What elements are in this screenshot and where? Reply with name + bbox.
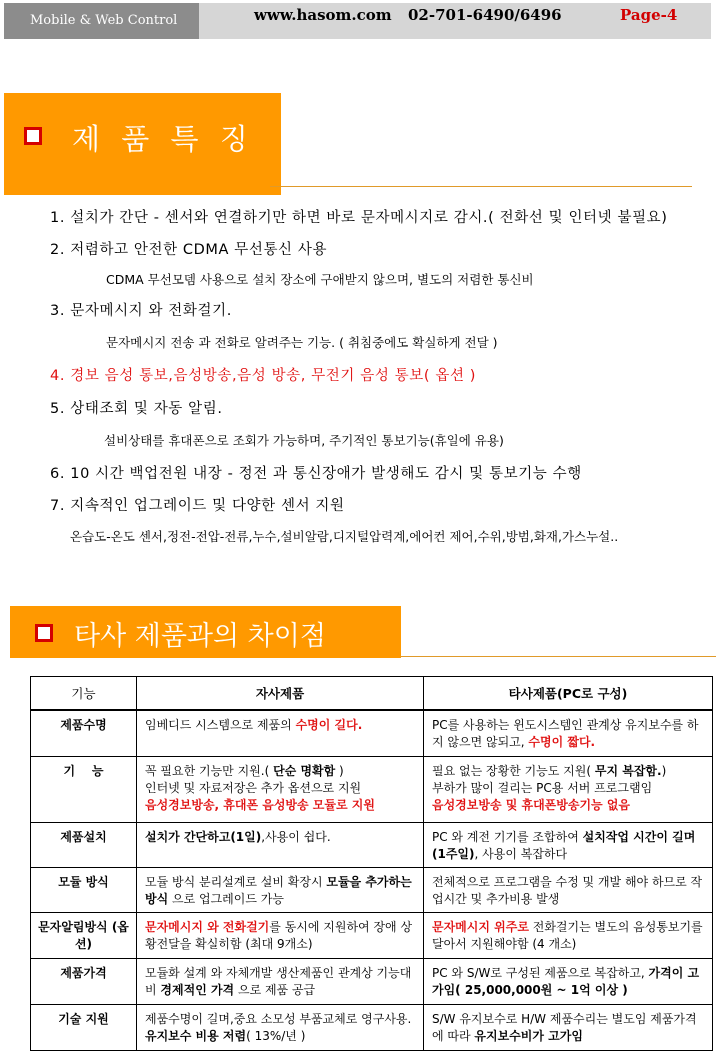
row-label: 문자알림방식 (옵션) [31, 912, 137, 958]
ours-cell: 문자메시지 와 전화걸기를 동시에 지원하여 장애 상황전달을 확실히함 (최대 9개소) [137, 912, 424, 958]
column-header-ours: 자사제품 [137, 677, 424, 711]
column-header-feature: 기능 [31, 677, 137, 711]
feature-item-5: 5. 상태조회 및 자동 알림. [50, 401, 223, 417]
row-label: 기술 지원 [31, 1004, 137, 1050]
feature-item-5-detail: 설비상태를 휴대폰으로 조회가 가능하며, 주기적인 통보기능(휴일에 유용) [104, 433, 504, 448]
table-row [31, 710, 713, 756]
ours-cell: 모듈 방식 분리설계로 설비 확장시 모듈을 추가하는 방식 으로 업그레이드 가능 [137, 867, 424, 912]
row-label: 제품설치 [31, 822, 137, 867]
feature-item-7-detail: 온습도-온도 센서,정전-전압-전류,누수,설비알람,디지털압력계,에어컨 제어,수위,방범,화재,가스누설.. [70, 529, 619, 544]
row-label: 제품가격 [31, 958, 137, 1004]
checkbox-square-icon [35, 624, 53, 642]
row-label: 제품수명 [31, 710, 137, 756]
theirs-cell: 문자메시지 위주로 전화걸기는 별도의 음성통보기를 달아서 지원해야함 (4 개소) [424, 912, 713, 958]
feature-item-2-detail: CDMA 무선모뎀 사용으로 설치 장소에 구애받지 않으며, 별도의 저렴한 통신비 [106, 272, 534, 287]
theirs-cell: 전체적으로 프로그램을 수정 및 개발 해야 하므로 작업시간 및 추가비용 발생 [424, 867, 713, 912]
theirs-cell: S/W 유지보수로 H/W 제품수리는 별도임 제품가격에 따라 유지보수비가 고가임 [424, 1004, 713, 1050]
header-phone: 02-701-6490/6496 [408, 6, 562, 24]
feature-item-2: 2. 저렴하고 안전한 CDMA 무선통신 사용 [50, 242, 328, 258]
ours-cell: 꼭 필요한 기능만 지원.( 단순 명확함 ) 인터넷 및 자료저장은 추가 옵션으로 지원 음성경보방송, 휴대폰 음성방송 모듈로 지원 [137, 756, 424, 822]
header-section-label: Mobile & Web Control [4, 3, 199, 39]
table-row [31, 867, 713, 912]
table-row [31, 822, 713, 867]
ours-cell: 제품수명이 길며,중요 소모성 부품교체로 영구사용. 유지보수 비용 저렴( 13%/년 ) [137, 1004, 424, 1050]
header-page-number: Page-4 [620, 6, 678, 24]
row-label: 모듈 방식 [31, 867, 137, 912]
feature-item-7: 7. 지속적인 업그레이드 및 다양한 센서 지원 [50, 498, 345, 514]
theirs-cell: 필요 없는 장황한 기능도 지원( 무지 복잡함.) 부하가 많이 걸리는 PC용 서버 프로그램임 음성경보방송 및 휴대폰방송기능 없음 [424, 756, 713, 822]
row-label: 기 능 [31, 756, 137, 822]
ours-cell: 설치가 간단하고(1일),사용이 쉽다. [137, 822, 424, 867]
header-website: www.hasom.com [254, 6, 392, 24]
section-title-comparison: 타사 제품과의 차이점 [74, 621, 326, 652]
comparison-table [30, 676, 713, 1051]
table-row [31, 756, 713, 822]
theirs-cell: PC를 사용하는 윈도시스템인 관계상 유지보수를 하지 않으면 않되고, 수명이 짧다. [424, 710, 713, 756]
theirs-cell: PC 와 S/W로 구성된 제품으로 복잡하고, 가격이 고가임( 25,000,000원 ~ 1억 이상 ) [424, 958, 713, 1004]
table-header-row [31, 677, 713, 711]
ours-cell: 모듈화 설계 와 자체개발 생산제품인 관계상 기능대비 경제적인 가격 으로 제품 공급 [137, 958, 424, 1004]
feature-item-6: 6. 10 시간 백업전원 내장 - 정전 과 통신장애가 발생해도 감시 및 통보기능 수행 [50, 466, 582, 482]
section-banner-features [4, 93, 281, 195]
theirs-cell: PC 와 계전 기기를 조합하여 설치작업 시간이 길며 (1주일), 사용이 복잡하다 [424, 822, 713, 867]
ours-cell: 임베디드 시스템으로 제품의 수명이 길다. [137, 710, 424, 756]
section-title-features: 제 품 특 징 [72, 122, 254, 156]
section-banner-comparison [10, 606, 401, 658]
table-row [31, 1004, 713, 1050]
checkbox-square-icon [24, 127, 42, 145]
section-divider [270, 186, 692, 187]
column-header-theirs: 타사제품(PC로 구성) [424, 677, 713, 711]
feature-item-3-detail: 문자메시지 전송 과 전화로 알려주는 기능. ( 취침중에도 확실하게 전달 ) [106, 335, 498, 350]
feature-item-4: 4. 경보 음성 통보,음성방송,음성 방송, 무전기 음성 통보( 옵션 ) [50, 368, 477, 384]
feature-item-1: 1. 설치가 간단 - 센서와 연결하기만 하면 바로 문자메시지로 감시.( 전화선 및 인터넷 불필요) [50, 210, 668, 226]
feature-item-3: 3. 문자메시지 와 전화걸기. [50, 303, 232, 319]
table-row [31, 912, 713, 958]
section-divider [400, 656, 716, 657]
table-row [31, 958, 713, 1004]
